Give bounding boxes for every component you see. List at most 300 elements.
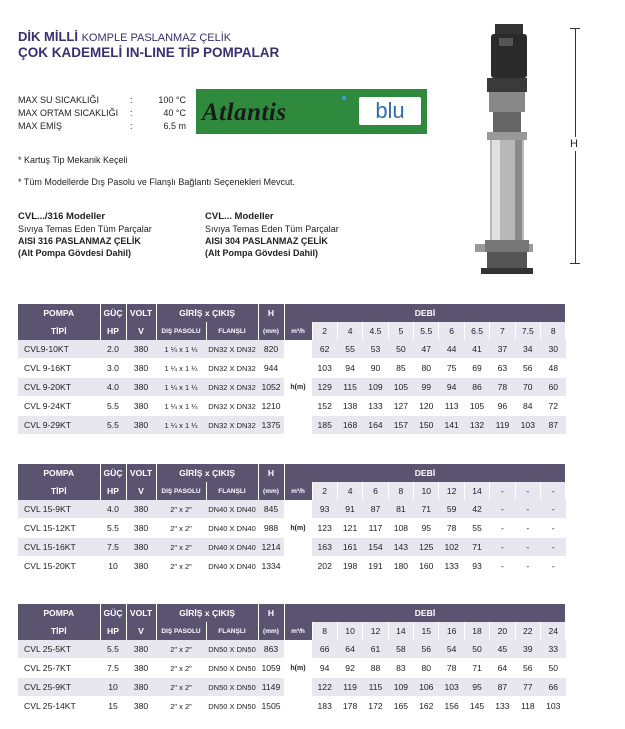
flow-value: 10 <box>337 622 362 640</box>
header-tipi: TİPİ <box>18 622 100 640</box>
height-mm: 1149 <box>258 678 284 697</box>
model-name: CVL 9-16KT <box>18 359 100 378</box>
head-value: 58 <box>388 640 413 659</box>
connection-threaded: 1 ¼ x 1 ¼ <box>156 397 206 416</box>
connection-flanged: DN40 X DN40 <box>206 538 258 557</box>
head-value: 37 <box>490 340 515 359</box>
head-value: 93 <box>312 500 337 519</box>
head-value: 42 <box>464 500 489 519</box>
head-value: 66 <box>312 640 337 659</box>
head-value: 41 <box>464 340 489 359</box>
connection-flanged: DN32 X DN32 <box>206 416 258 435</box>
head-value: 55 <box>337 340 362 359</box>
logo-brand-text: Atlantis <box>202 99 287 126</box>
head-value: 95 <box>464 678 489 697</box>
head-value: 48 <box>541 359 566 378</box>
head-value: 117 <box>363 519 388 538</box>
voltage: 380 <box>126 538 156 557</box>
head-value: 91 <box>337 500 362 519</box>
pump-illustration <box>473 18 533 278</box>
pump-performance-table <box>18 464 566 576</box>
head-value: 141 <box>439 416 464 435</box>
head-value: 154 <box>363 538 388 557</box>
table-row <box>18 378 566 397</box>
flow-value: 7.5 <box>515 322 540 340</box>
head-value: 143 <box>388 538 413 557</box>
voltage: 380 <box>126 640 156 659</box>
table-row <box>18 557 566 576</box>
head-value: 103 <box>541 697 566 716</box>
power-hp: 10 <box>100 557 126 576</box>
model-name: CVL 9-20KT <box>18 378 100 397</box>
header-debi: DEBİ <box>284 464 566 482</box>
head-label <box>284 416 312 435</box>
table-row <box>18 640 566 659</box>
header-hp: HP <box>100 482 126 500</box>
voltage: 380 <box>126 378 156 397</box>
head-value: 50 <box>541 659 566 678</box>
header-m3h: m³/h <box>284 322 312 340</box>
model-block-304: CVL... Modeller Sıvıya Temas Eden Tüm Parçalar AISI 304 PASLANMAZ ÇELİK (Alt Pompa Gövdesi Dahil) <box>205 211 339 258</box>
flow-value: - <box>515 482 540 500</box>
head-value: 125 <box>414 538 439 557</box>
head-value: - <box>541 500 566 519</box>
head-label <box>284 697 312 716</box>
header-v: V <box>126 482 156 500</box>
head-value: 53 <box>363 340 388 359</box>
voltage: 380 <box>126 500 156 519</box>
header-v: V <box>126 622 156 640</box>
connection-flanged: DN40 X DN40 <box>206 500 258 519</box>
header-debi: DEBİ <box>284 304 566 322</box>
catalog-subtitle: ÇOK KADEMELİ IN-LINE TİP POMPALAR <box>18 45 280 60</box>
flow-value: 8 <box>541 322 566 340</box>
header-m3h: m³/h <box>284 482 312 500</box>
power-hp: 5.5 <box>100 416 126 435</box>
height-mm: 1059 <box>258 659 284 678</box>
head-value: 70 <box>515 378 540 397</box>
head-label: h(m) <box>284 378 312 397</box>
height-mm: 988 <box>258 519 284 538</box>
head-value: 156 <box>439 697 464 716</box>
head-value: 55 <box>464 519 489 538</box>
flow-value: 14 <box>388 622 413 640</box>
table-row <box>18 659 566 678</box>
spec-row: MAX SU SICAKLIĞI : 100 °C <box>18 95 186 105</box>
header-volt: VOLT <box>126 304 156 322</box>
head-value: 157 <box>388 416 413 435</box>
head-value: 66 <box>541 678 566 697</box>
height-mm: 820 <box>258 340 284 359</box>
flow-value: 12 <box>363 622 388 640</box>
connection-flanged: DN50 X DN50 <box>206 678 258 697</box>
head-value: 71 <box>414 500 439 519</box>
flow-value: 7 <box>490 322 515 340</box>
power-hp: 15 <box>100 697 126 716</box>
catalog-title <box>18 29 231 44</box>
table-row <box>18 397 566 416</box>
head-value: 129 <box>312 378 337 397</box>
connection-flanged: DN32 X DN32 <box>206 378 258 397</box>
head-value: 103 <box>312 359 337 378</box>
head-value: 64 <box>337 640 362 659</box>
head-value: 162 <box>414 697 439 716</box>
table-row <box>18 359 566 378</box>
head-value: 198 <box>337 557 362 576</box>
model-block-316: CVL.../316 Modeller Sıvıya Temas Eden Tüm Parçalar AISI 316 PASLANMAZ ÇELİK (Alt Pompa Gövdesi Dahil) <box>18 211 152 258</box>
head-value: - <box>541 519 566 538</box>
head-value: 62 <box>312 340 337 359</box>
header-mm: (mm) <box>258 622 284 640</box>
head-value: 78 <box>490 378 515 397</box>
header-tipi: TİPİ <box>18 322 100 340</box>
head-value: 80 <box>414 659 439 678</box>
height-mm: 1375 <box>258 416 284 435</box>
head-value: 84 <box>515 397 540 416</box>
flow-value: 15 <box>414 622 439 640</box>
head-value: 118 <box>515 697 540 716</box>
head-value: 94 <box>312 659 337 678</box>
head-value: 109 <box>388 678 413 697</box>
header-volt: VOLT <box>126 604 156 622</box>
head-value: 93 <box>464 557 489 576</box>
head-value: 103 <box>439 678 464 697</box>
header-flansli: FLANŞLI <box>206 482 258 500</box>
head-value: 75 <box>439 359 464 378</box>
head-value: - <box>515 500 540 519</box>
head-label <box>284 359 312 378</box>
head-value: 59 <box>439 500 464 519</box>
flow-value: 16 <box>439 622 464 640</box>
head-value: 94 <box>439 378 464 397</box>
header-flansli: FLANŞLI <box>206 322 258 340</box>
head-value: - <box>490 500 515 519</box>
model-name: CVL 25-9KT <box>18 678 100 697</box>
head-value: 106 <box>414 678 439 697</box>
power-hp: 7.5 <box>100 538 126 557</box>
head-value: 87 <box>363 500 388 519</box>
flow-value: 4.5 <box>363 322 388 340</box>
head-value: 122 <box>312 678 337 697</box>
head-value: 168 <box>337 416 362 435</box>
head-value: 163 <box>312 538 337 557</box>
head-label <box>284 557 312 576</box>
head-value: 56 <box>414 640 439 659</box>
head-value: 78 <box>439 659 464 678</box>
head-value: 95 <box>414 519 439 538</box>
connection-flanged: DN32 X DN32 <box>206 359 258 378</box>
head-label <box>284 500 312 519</box>
head-value: 113 <box>439 397 464 416</box>
head-value: 81 <box>388 500 413 519</box>
head-value: 39 <box>515 640 540 659</box>
power-hp: 5.5 <box>100 397 126 416</box>
head-value: 145 <box>464 697 489 716</box>
head-value: 87 <box>541 416 566 435</box>
connection-flanged: DN32 X DN32 <box>206 397 258 416</box>
head-value: - <box>490 519 515 538</box>
flow-value: 6.5 <box>464 322 489 340</box>
note-connection: * Tüm Modellerde Dış Pasolu ve Flanşlı Bağlantı Seçenekleri Mevcut. <box>18 177 295 187</box>
head-value: 72 <box>541 397 566 416</box>
flow-value: 5.5 <box>414 322 439 340</box>
header-h: H <box>258 464 284 482</box>
header-mm: (mm) <box>258 322 284 340</box>
model-name: CVL 15-9KT <box>18 500 100 519</box>
power-hp: 2.0 <box>100 340 126 359</box>
connection-flanged: DN50 X DN50 <box>206 697 258 716</box>
header-h: H <box>258 604 284 622</box>
power-hp: 4.0 <box>100 378 126 397</box>
flow-value: 2 <box>312 482 337 500</box>
head-value: - <box>541 557 566 576</box>
height-mm: 944 <box>258 359 284 378</box>
head-value: 96 <box>490 397 515 416</box>
head-value: 202 <box>312 557 337 576</box>
voltage: 380 <box>126 697 156 716</box>
connection-threaded: 1 ¼ x 1 ¼ <box>156 416 206 435</box>
connection-threaded: 2" x 2" <box>156 640 206 659</box>
model-name: CVL 25-14KT <box>18 697 100 716</box>
connection-threaded: 2" x 2" <box>156 519 206 538</box>
header-guc: GÜÇ <box>100 304 126 322</box>
head-label <box>284 538 312 557</box>
head-value: 120 <box>414 397 439 416</box>
connection-flanged: DN40 X DN40 <box>206 519 258 538</box>
flow-value: 4 <box>337 482 362 500</box>
head-label <box>284 397 312 416</box>
head-value: - <box>515 538 540 557</box>
head-value: 109 <box>363 378 388 397</box>
head-label <box>284 340 312 359</box>
height-mm: 1214 <box>258 538 284 557</box>
header-giris: GİRİŞ x ÇIKIŞ <box>156 464 258 482</box>
head-value: 44 <box>439 340 464 359</box>
head-value: 152 <box>312 397 337 416</box>
head-value: 133 <box>439 557 464 576</box>
flow-value: 18 <box>464 622 489 640</box>
head-value: 119 <box>337 678 362 697</box>
head-value: 83 <box>388 659 413 678</box>
head-value: 105 <box>464 397 489 416</box>
head-value: 56 <box>515 359 540 378</box>
head-value: 86 <box>464 378 489 397</box>
flow-value: 5 <box>388 322 413 340</box>
head-value: 47 <box>414 340 439 359</box>
header-dis-pasolu: DIŞ PASOLU <box>156 622 206 640</box>
flow-value: 20 <box>490 622 515 640</box>
flow-value: 22 <box>515 622 540 640</box>
power-hp: 5.5 <box>100 640 126 659</box>
height-mm: 845 <box>258 500 284 519</box>
head-value: 61 <box>363 640 388 659</box>
header-hp: HP <box>100 322 126 340</box>
header-tipi: TİPİ <box>18 482 100 500</box>
flow-value: 10 <box>414 482 439 500</box>
connection-threaded: 2" x 2" <box>156 500 206 519</box>
head-value: 160 <box>414 557 439 576</box>
connection-flanged: DN40 X DN40 <box>206 557 258 576</box>
header-guc: GÜÇ <box>100 464 126 482</box>
head-value: - <box>541 538 566 557</box>
header-flansli: FLANŞLI <box>206 622 258 640</box>
table-row <box>18 697 566 716</box>
height-mm: 1210 <box>258 397 284 416</box>
table-row <box>18 500 566 519</box>
model-name: CVL 9-24KT <box>18 397 100 416</box>
head-value: 63 <box>490 359 515 378</box>
head-value: 88 <box>363 659 388 678</box>
head-value: 33 <box>541 640 566 659</box>
head-value: 105 <box>388 378 413 397</box>
flow-value: 6 <box>439 322 464 340</box>
connection-flanged: DN32 X DN32 <box>206 340 258 359</box>
connection-threaded: 1 ¼ x 1 ¼ <box>156 378 206 397</box>
brand-logo <box>196 89 427 134</box>
head-value: 87 <box>490 678 515 697</box>
height-label: H <box>570 138 578 150</box>
flow-value: 2 <box>312 322 337 340</box>
header-giris: GİRİŞ x ÇIKIŞ <box>156 604 258 622</box>
connection-threaded: 1 ¼ x 1 ¼ <box>156 340 206 359</box>
head-value: 108 <box>388 519 413 538</box>
head-value: 133 <box>490 697 515 716</box>
head-value: 161 <box>337 538 362 557</box>
head-value: 50 <box>464 640 489 659</box>
head-value: 191 <box>363 557 388 576</box>
head-value: 165 <box>388 697 413 716</box>
connection-threaded: 1 ¼ x 1 ¼ <box>156 359 206 378</box>
header-guc: GÜÇ <box>100 604 126 622</box>
height-mm: 1505 <box>258 697 284 716</box>
connection-flanged: DN50 X DN50 <box>206 659 258 678</box>
model-name: CVL 15-16KT <box>18 538 100 557</box>
head-value: 99 <box>414 378 439 397</box>
voltage: 380 <box>126 416 156 435</box>
head-value: - <box>490 538 515 557</box>
head-label: h(m) <box>284 659 312 678</box>
connection-threaded: 2" x 2" <box>156 659 206 678</box>
voltage: 380 <box>126 359 156 378</box>
voltage: 380 <box>126 678 156 697</box>
flow-value: - <box>490 482 515 500</box>
head-value: 178 <box>337 697 362 716</box>
connection-threaded: 2" x 2" <box>156 538 206 557</box>
head-value: 102 <box>439 538 464 557</box>
head-value: 133 <box>363 397 388 416</box>
height-mm: 1334 <box>258 557 284 576</box>
table-row <box>18 678 566 697</box>
head-value: 90 <box>363 359 388 378</box>
header-giris: GİRİŞ x ÇIKIŞ <box>156 304 258 322</box>
head-value: 64 <box>490 659 515 678</box>
flow-value: - <box>541 482 566 500</box>
flow-value: 6 <box>363 482 388 500</box>
logo-suffix-text: blu <box>359 97 421 125</box>
connection-threaded: 2" x 2" <box>156 557 206 576</box>
head-value: 127 <box>388 397 413 416</box>
head-value: 123 <box>312 519 337 538</box>
model-name: CVL 25-5KT <box>18 640 100 659</box>
power-hp: 7.5 <box>100 659 126 678</box>
flow-value: 12 <box>439 482 464 500</box>
voltage: 380 <box>126 557 156 576</box>
head-value: 180 <box>388 557 413 576</box>
head-value: - <box>490 557 515 576</box>
header-dis-pasolu: DIŞ PASOLU <box>156 322 206 340</box>
header-pompa: POMPA <box>18 304 100 322</box>
head-value: 85 <box>388 359 413 378</box>
head-label: h(m) <box>284 519 312 538</box>
flow-value: 8 <box>312 622 337 640</box>
head-value: 34 <box>515 340 540 359</box>
table-row <box>18 416 566 435</box>
voltage: 380 <box>126 659 156 678</box>
head-value: 78 <box>439 519 464 538</box>
head-value: 71 <box>464 538 489 557</box>
model-name: CVL9-10KT <box>18 340 100 359</box>
head-label <box>284 678 312 697</box>
header-volt: VOLT <box>126 464 156 482</box>
head-label <box>284 640 312 659</box>
head-value: 185 <box>312 416 337 435</box>
head-value: 71 <box>464 659 489 678</box>
power-hp: 3.0 <box>100 359 126 378</box>
model-name: CVL 9-29KT <box>18 416 100 435</box>
head-value: 138 <box>337 397 362 416</box>
height-mm: 1052 <box>258 378 284 397</box>
head-value: 164 <box>363 416 388 435</box>
header-dis-pasolu: DIŞ PASOLU <box>156 482 206 500</box>
pump-performance-table <box>18 604 566 716</box>
power-hp: 4.0 <box>100 500 126 519</box>
header-mm: (mm) <box>258 482 284 500</box>
table-row <box>18 538 566 557</box>
table-row <box>18 519 566 538</box>
head-value: 150 <box>414 416 439 435</box>
header-pompa: POMPA <box>18 604 100 622</box>
head-value: 50 <box>388 340 413 359</box>
head-value: 54 <box>439 640 464 659</box>
head-value: 183 <box>312 697 337 716</box>
head-value: 115 <box>337 378 362 397</box>
flow-value: 14 <box>464 482 489 500</box>
head-value: 60 <box>541 378 566 397</box>
head-value: 77 <box>515 678 540 697</box>
head-value: 92 <box>337 659 362 678</box>
head-value: - <box>515 519 540 538</box>
head-value: 132 <box>464 416 489 435</box>
head-value: 80 <box>414 359 439 378</box>
head-value: 121 <box>337 519 362 538</box>
connection-threaded: 2" x 2" <box>156 678 206 697</box>
spec-row: MAX ORTAM SICAKLIĞI : 40 °C <box>18 108 186 118</box>
head-value: - <box>515 557 540 576</box>
model-name: CVL 15-20KT <box>18 557 100 576</box>
model-name: CVL 15-12KT <box>18 519 100 538</box>
note-seal: * Kartuş Tip Mekanik Keçeli <box>18 155 128 165</box>
flow-value: 24 <box>541 622 566 640</box>
connection-threaded: 2" x 2" <box>156 697 206 716</box>
table-row <box>18 340 566 359</box>
pump-performance-table <box>18 304 566 435</box>
header-debi: DEBİ <box>284 604 566 622</box>
head-value: 69 <box>464 359 489 378</box>
flow-value: 8 <box>388 482 413 500</box>
model-name: CVL 25-7KT <box>18 659 100 678</box>
spec-list <box>18 94 186 133</box>
head-value: 103 <box>515 416 540 435</box>
